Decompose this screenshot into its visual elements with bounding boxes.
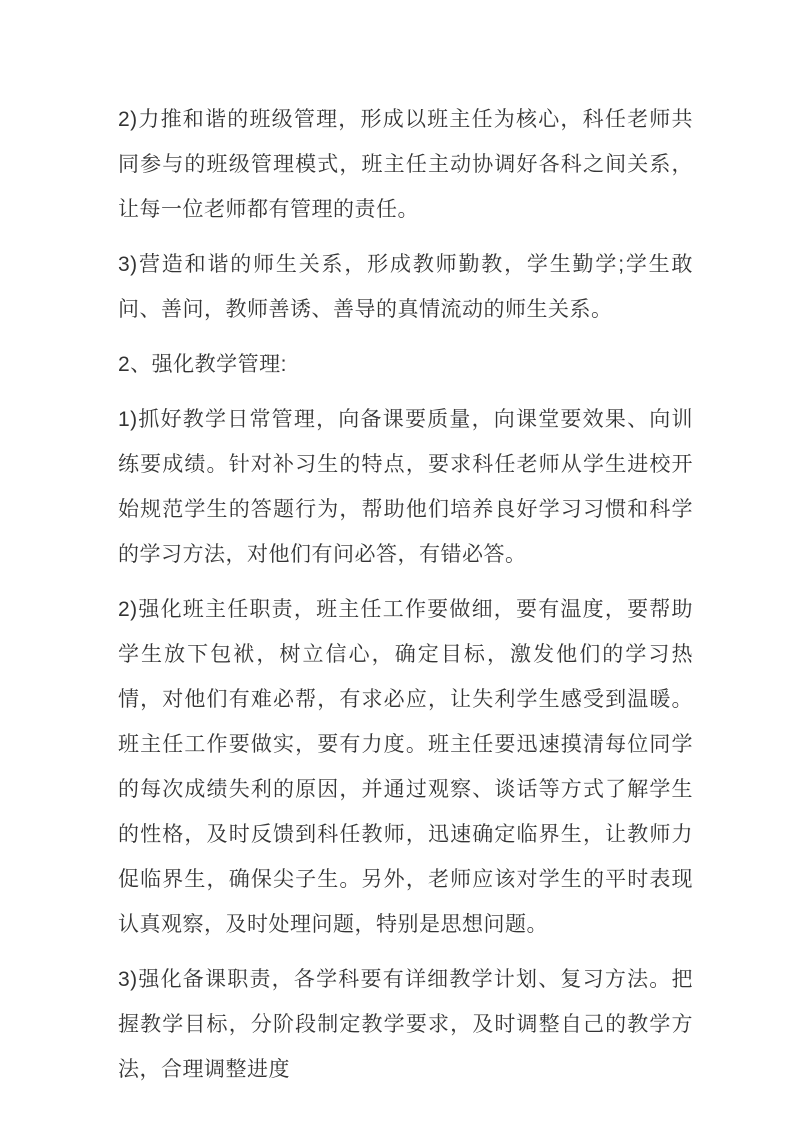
- paragraph-daily-teaching-management: 1)抓好教学日常管理，向备课要质量，向课堂要效果、向训练要成绩。针对补习生的特点，要求科任老师从学生进校开始规范学生的答题行为，帮助他们培养良好学习习惯和科学的学习方法，对他们有问必答，有错必答。: [118, 408, 693, 566]
- paragraph-lesson-prep-duties: 3)强化备课职责，各学科要有详细教学计划、复习方法。把握教学目标，分阶段制定教学要求，及时调整自己的教学方法，合理调整进度: [118, 968, 693, 1081]
- paragraph-head-teacher-duties: 2)强化班主任职责，班主任工作要做细，要有温度，要帮助学生放下包袱，树立信心，确定目标，激发他们的学习热情，对他们有难必帮，有求必应，让失利学生感受到温暖。班主任工作要做实，要有力度。班主任要迅速摸清每位同学的每次成绩失利的原因，并通过观察、谈话等方式了解学生的性格，及时反馈到科任教师，迅速确定临界生，让教师力促临界生，确保尖子生。另外，老师应该对学生的平时表现认真观察，及时处理问题，特别是思想问题。: [118, 598, 693, 936]
- heading-strengthen-teaching-management: 2、强化教学管理:: [118, 353, 288, 376]
- paragraph-teacher-student-relations: 3)营造和谐的师生关系，形成教师勤教，学生勤学;学生敢问、善问，教师善诱、善导的真情流动的师生关系。: [118, 253, 693, 321]
- paragraph-class-management: 2)力推和谐的班级管理，形成以班主任为核心，科任老师共同参与的班级管理模式，班主任主动协调好各科之间关系，让每一位老师都有管理的责任。: [118, 108, 693, 221]
